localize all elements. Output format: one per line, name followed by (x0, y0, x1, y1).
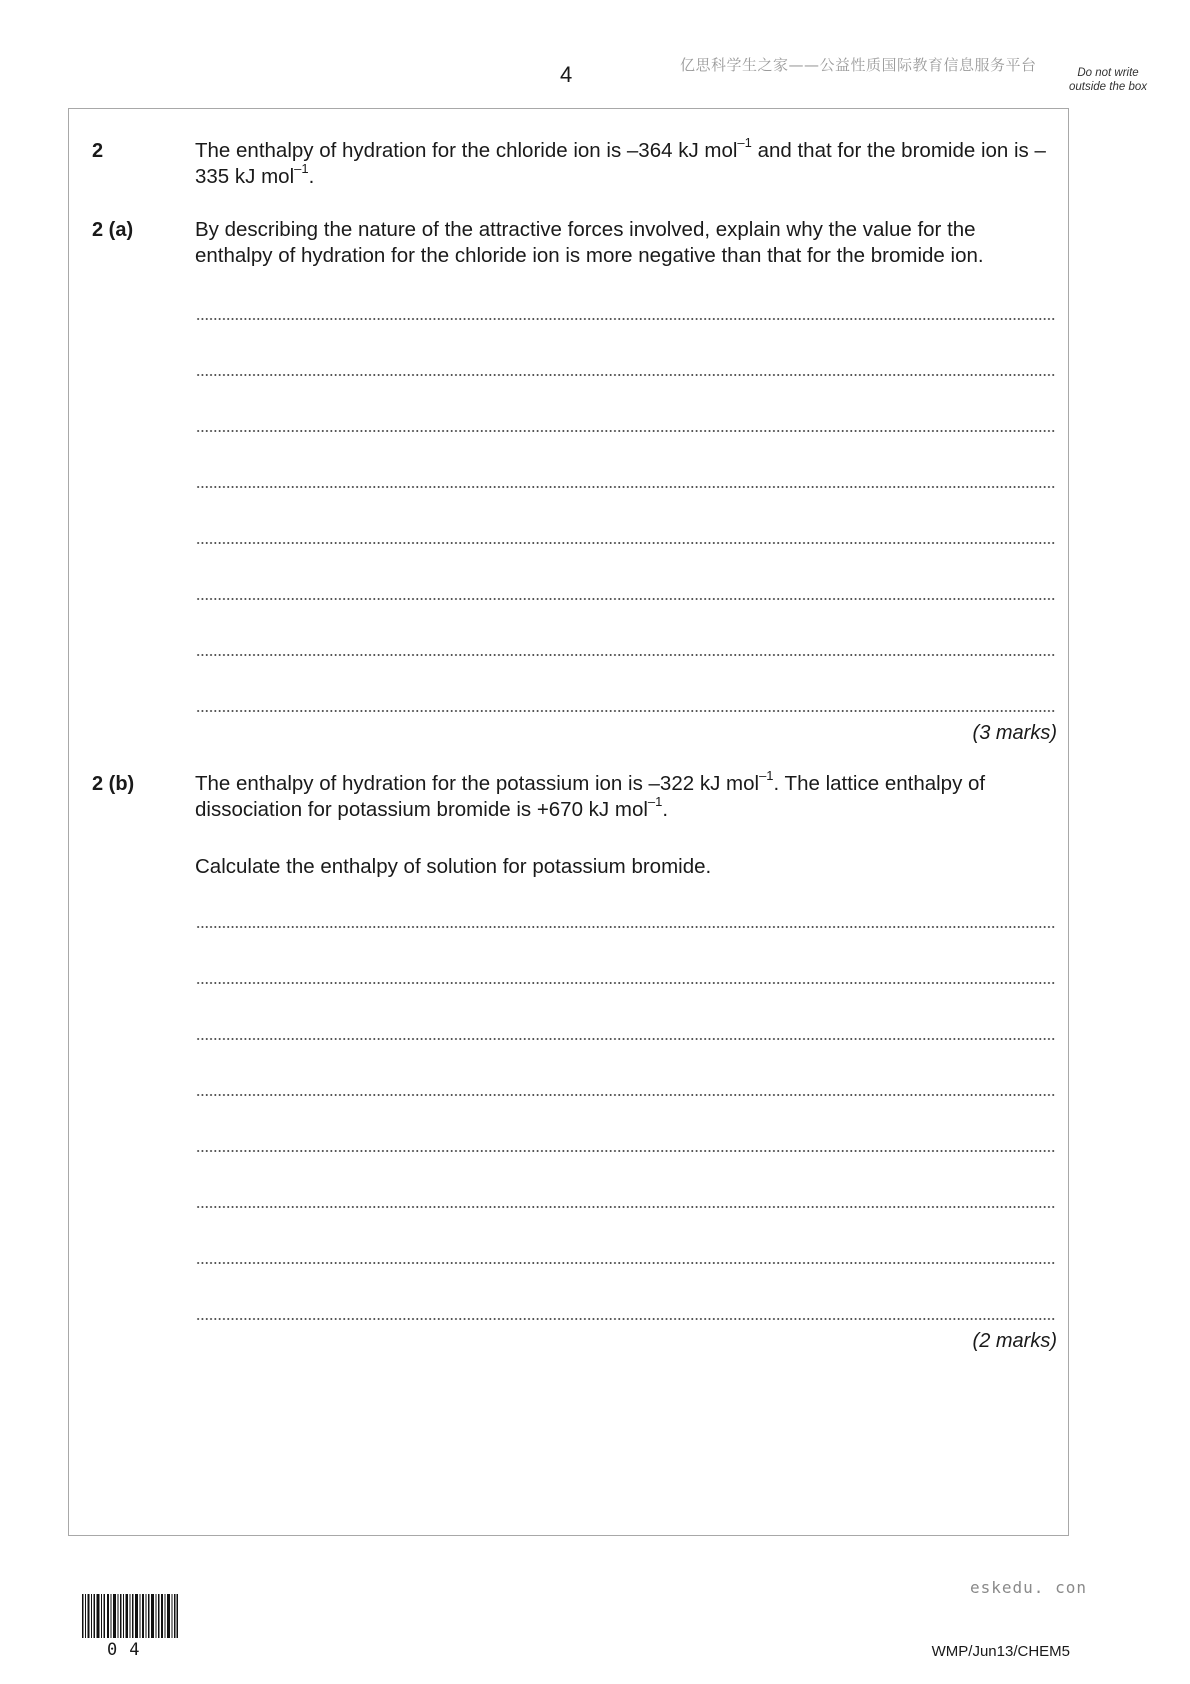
answer-line[interactable] (196, 1038, 1056, 1040)
question-intro: The enthalpy of hydration for the chloride ion is –364 kJ mol$^{-1}$ and that for the bromide ion is –335 kJ mol$^{-1}$. (195, 135, 1046, 188)
answer-line[interactable] (196, 982, 1056, 984)
paper-code: WMP/Jun13/CHEM5 (931, 1643, 1070, 1660)
answer-line[interactable] (196, 486, 1056, 488)
answer-line[interactable] (196, 1150, 1056, 1152)
footer-site-text: eskedu. con (970, 1578, 1087, 1597)
watermark-text: 亿思科学生之家——公益性质国际教育信息服务平台 (680, 56, 1037, 74)
part-b-marks: (2 marks) (972, 1330, 1057, 1352)
answer-line[interactable] (196, 710, 1056, 712)
answer-line[interactable] (196, 598, 1056, 600)
answer-line[interactable] (196, 1094, 1056, 1096)
part-a-label: 2 (a) (92, 219, 134, 241)
part-a-marks: (3 marks) (972, 722, 1057, 744)
answer-line[interactable] (196, 430, 1056, 432)
answer-line[interactable] (196, 542, 1056, 544)
part-b-instruction: Calculate the enthalpy of solution for potassium bromide. (195, 855, 712, 878)
part-b-question: The enthalpy of hydration for the potassium ion is –322 kJ mol$^{-1}$. The lattice enthalpy of dissociation for potassium bromide is +670 kJ mol$^{-1}$. (195, 768, 986, 821)
page-number: 4 (560, 62, 573, 87)
answer-line[interactable] (196, 926, 1056, 928)
answer-line[interactable] (196, 1206, 1056, 1208)
part-a-question: By describing the nature of the attractive forces involved, explain why the value for the enthalpy of hydration for the chloride ion is more negative than that for the bromide ion. (195, 218, 984, 267)
barcode-icon (82, 1594, 178, 1638)
answer-line[interactable] (196, 318, 1056, 320)
part-b-label: 2 (b) (92, 773, 135, 795)
answer-line[interactable] (196, 374, 1056, 376)
barcode-digits: 04 (107, 1640, 152, 1660)
answer-line[interactable] (196, 1262, 1056, 1264)
answer-line[interactable] (196, 654, 1056, 656)
answer-line[interactable] (196, 1318, 1056, 1320)
margin-note: Do not write outside the box (1068, 67, 1147, 93)
question-number: 2 (92, 140, 104, 162)
